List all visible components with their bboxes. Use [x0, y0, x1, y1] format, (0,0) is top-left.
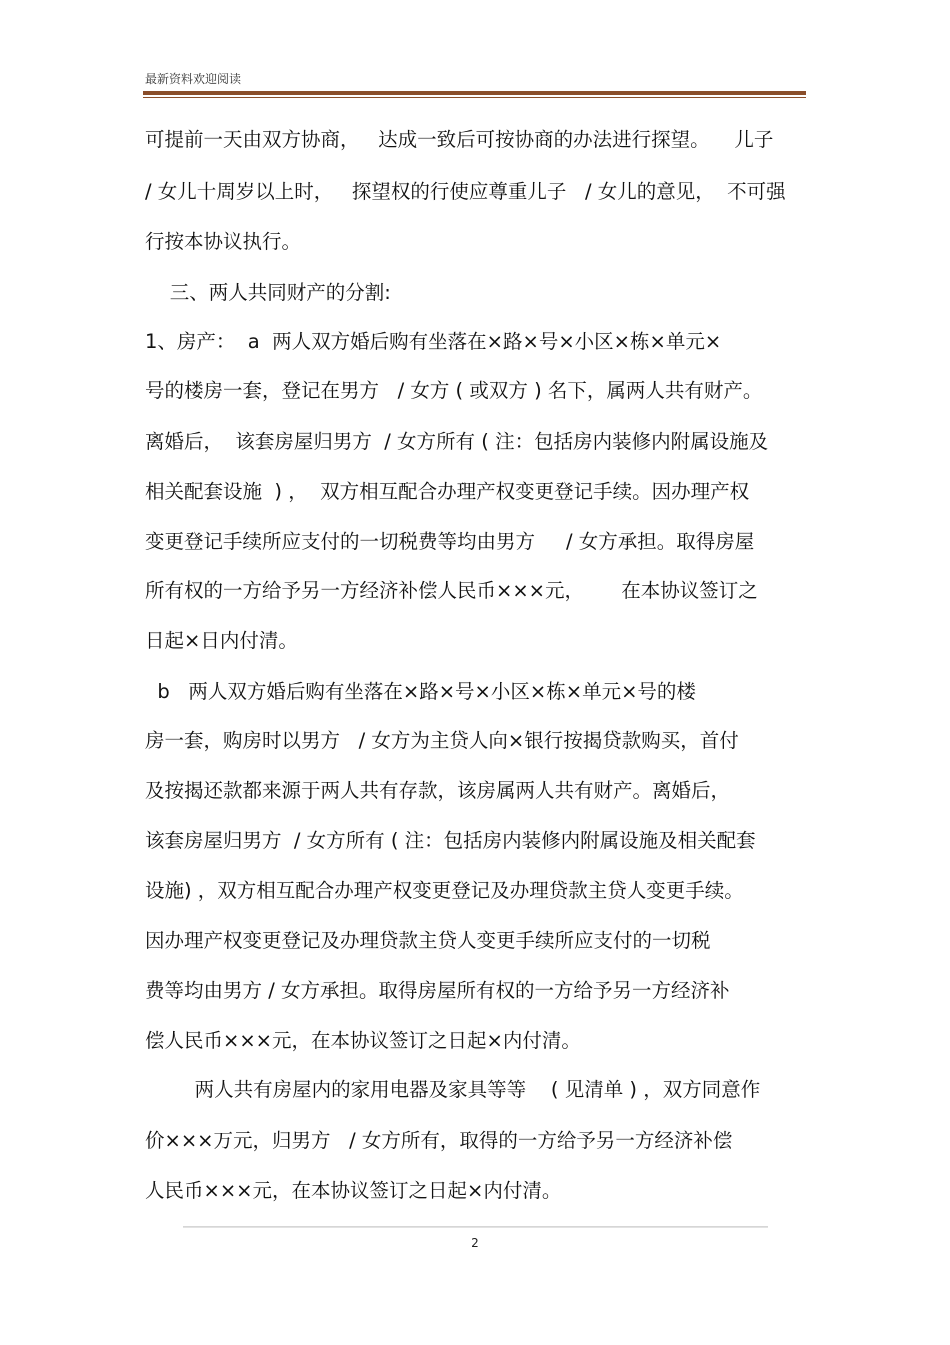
running-header: 最新资料欢迎阅读	[145, 72, 242, 86]
footer-rule	[183, 1226, 768, 1228]
text-line: 价×××万元，归男方 / 女方所有，取得的一方给予另一方经济补偿	[145, 1129, 733, 1152]
text-line: 离婚后， 该套房屋归男方 / 女方所有 ( 注：包括房内装修内附属设施及	[145, 430, 769, 453]
text-line: 行按本协议执行。	[145, 230, 302, 253]
text-line: 人民币×××元，在本协议签订之日起×内付清。	[145, 1179, 562, 1202]
text-line: 及按揭还款都来源于两人共有存款，该房属两人共有财产。离婚后，	[145, 779, 731, 802]
header-rule-thin	[143, 97, 806, 98]
text-line: 相关配套设施 ) ， 双方相互配合办理产权变更登记手续。因办理产权	[145, 480, 750, 503]
text-line: 费等均由男方 / 女方承担。取得房屋所有权的一方给予另一方经济补	[145, 979, 730, 1002]
text-line: 因办理产权变更登记及办理贷款主贷人变更手续所应支付的一切税	[145, 929, 711, 952]
text-line: 偿人民币×××元，在本协议签订之日起×内付清。	[145, 1029, 581, 1052]
text-line: 该套房屋归男方 / 女方所有 ( 注：包括房内装修内附属设施及相关配套	[145, 829, 756, 852]
text-line: 设施) ，双方相互配合办理产权变更登记及办理贷款主贷人变更手续。	[145, 879, 744, 902]
text-line: 两人共有房屋内的家用电器及家具等等 ( 见清单 ) ，双方同意作	[145, 1078, 761, 1101]
page-number: 2	[471, 1236, 479, 1250]
section-heading: 三、两人共同财产的分割:	[145, 281, 391, 304]
text-line: 房一套，购房时以男方 / 女方为主贷人向×银行按揭贷款购买，首付	[145, 729, 739, 752]
text-line: 所有权的一方给予另一方经济补偿人民币×××元， 在本协议签订之	[145, 579, 758, 602]
text-line: 1、房产： a 两人双方婚后购有坐落在×路×号×小区×栋×单元×	[145, 330, 722, 353]
text-line: b 两人双方婚后购有坐落在×路×号×小区×栋×单元×号的楼	[145, 680, 696, 703]
text-line: 变更登记手续所应支付的一切税费等均由男方 / 女方承担。取得房屋	[145, 530, 755, 553]
text-line: 可提前一天由双方协商， 达成一致后可按协商的办法进行探望。 儿子	[145, 128, 774, 151]
text-line: 日起×日内付清。	[145, 629, 298, 652]
text-line: / 女儿十周岁以上时， 探望权的行使应尊重儿子 / 女儿的意见， 不可强	[145, 180, 786, 203]
text-line: 号的楼房一套，登记在男方 / 女方 ( 或双方 ) 名下，属两人共有财产。	[145, 379, 763, 402]
header-rule	[143, 91, 806, 95]
